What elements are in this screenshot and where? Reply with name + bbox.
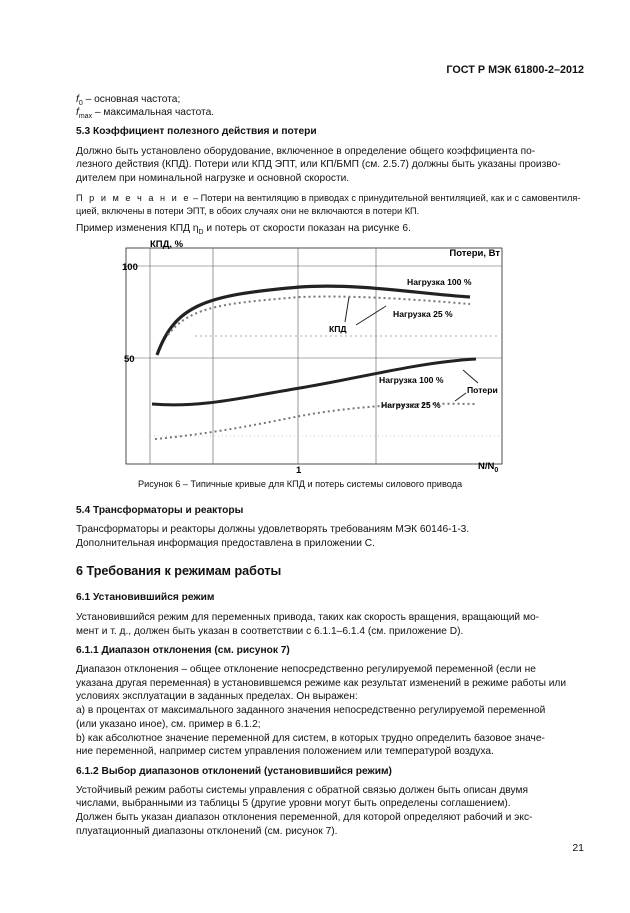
def-f0-text: – основная частота; (82, 94, 181, 105)
def-f0-sub: 0 (78, 100, 83, 108)
example-pre: Пример изменения КПД η (76, 223, 199, 234)
arrow-kpd-1 (345, 297, 349, 322)
s612-line-1: Устойчивый режим работы системы управления с обратной связью должен быть описан двумя (76, 785, 528, 796)
def-fmax-text: – максимальная частота. (92, 107, 215, 118)
example-sub: D (198, 229, 204, 237)
ytick-50: 50 (124, 354, 135, 365)
s612-line-3: Должен быть указан диапазон отклонения переменной, для которой определяют рабочий и экс- (76, 812, 533, 823)
def-fmax-sub: max (78, 113, 93, 121)
label-loss-25: Нагрузка 25 % (381, 400, 441, 410)
s611-line-3: условиях эксплуатации в заданных пределах. Он выражен: (76, 691, 358, 702)
s611-line-5: (или указано иное), см. пример в 6.1.2; (76, 719, 261, 730)
def-f0-symbol: f (76, 94, 79, 105)
ytick-100: 100 (122, 262, 138, 273)
s611-line-2: указана другая переменная) в установившемся режиме как результат изменений в режиме работы или (76, 678, 567, 689)
s54-line-2: Дополнительная информация предоставлена в приложении С. (76, 538, 375, 549)
s53-para-3: дителем при номинальной нагрузке и основной скорости. (76, 173, 350, 184)
s61-line-2: мент и т. д., должен быть указан в соответствии с 6.1.1–6.1.4 (см. приложение D). (76, 626, 464, 637)
xlabel-main: N/N (478, 461, 495, 472)
annotation-losses: Потери (467, 385, 498, 395)
s53-note-2: цией, включены в потери ЭПТ, в обоих случаях они не включаются в потери КП. (76, 206, 420, 216)
s611-line-1: Диапазон отклонения – общее отклонение непосредственно регулируемой переменной (если не (76, 664, 536, 675)
s611-line-7: ние переменной, например систем управления положением или температурой воздуха. (76, 746, 494, 757)
section-5-4-title: 5.4 Трансформаторы и реакторы (76, 505, 244, 516)
chart-xlabel (478, 461, 498, 474)
s611-line-6: b) как абсолютное значение переменной для систем, в которых трудно определить базовое значе- (76, 733, 545, 744)
note-text: – Потери на вентиляцию в приводах с принудительной вентиляцией, как и с самовентиля- (190, 193, 581, 203)
s53-para-1: Должно быть установлено оборудование, включенное в определение общего коэффициента по- (76, 146, 536, 157)
chart-ylabel-right: Потери, Вт (449, 248, 500, 259)
section-6-1-title: 6.1 Установившийся режим (76, 592, 215, 603)
section-5-3-title: 5.3 Коэффициент полезного действия и потери (76, 126, 317, 137)
label-kpd-100: Нагрузка 100 % (407, 277, 472, 287)
s612-line-2: числами, выбранными из таблицы 5 (другие уровни могут быть определены соглашением). (76, 798, 511, 809)
figure-6-caption: Рисунок 6 – Типичные кривые для КПД и потерь системы силового привода (138, 479, 463, 489)
label-kpd-25: Нагрузка 25 % (393, 309, 453, 319)
arrow-kpd-2 (356, 306, 386, 325)
section-6-1-2-title: 6.1.2 Выбор диапазонов отклонений (установившийся режим) (76, 766, 392, 777)
def-fmax-symbol: f (76, 107, 79, 118)
standard-header: ГОСТ Р МЭК 61800-2–2012 (446, 64, 584, 76)
note-label: П р и м е ч а н и е (76, 193, 191, 203)
s611-line-4: а) в процентах от максимального заданного значения непосредственно регулируемой переменной (76, 705, 546, 716)
s53-para-2: лезного действия (КПД). Потери или КПД ЭПТ, или КП/БМП (см. 2.5.7) должны быть указаны произво- (76, 159, 561, 170)
xlabel-sub: 0 (494, 467, 499, 474)
page-number: 21 (572, 842, 584, 854)
chart-ylabel-left: КПД, % (150, 239, 184, 250)
arrow-losses-2 (455, 393, 466, 401)
s54-line-1: Трансформаторы и реакторы должны удовлетворять требованиям МЭК 60146-1-3. (76, 524, 470, 535)
section-6-1-1-title: 6.1.1 Диапазон отклонения (см. рисунок 7) (76, 645, 290, 656)
label-loss-100: Нагрузка 100 % (379, 375, 444, 385)
section-6-title: 6 Требования к режимам работы (76, 564, 282, 578)
s612-line-4: плуатационный диапазоны отклонений (см. рисунок 7). (76, 826, 338, 837)
arrow-losses-1 (463, 370, 478, 383)
s61-line-1: Установившийся режим для переменных привода, таких как скорость вращения, вращающий мо- (76, 612, 540, 623)
series-kpd-100 (157, 286, 470, 355)
example-post: и потерь от скорости показан на рисунке 6. (203, 223, 411, 234)
xtick-1: 1 (296, 465, 302, 476)
annotation-kpd: КПД (329, 324, 347, 334)
